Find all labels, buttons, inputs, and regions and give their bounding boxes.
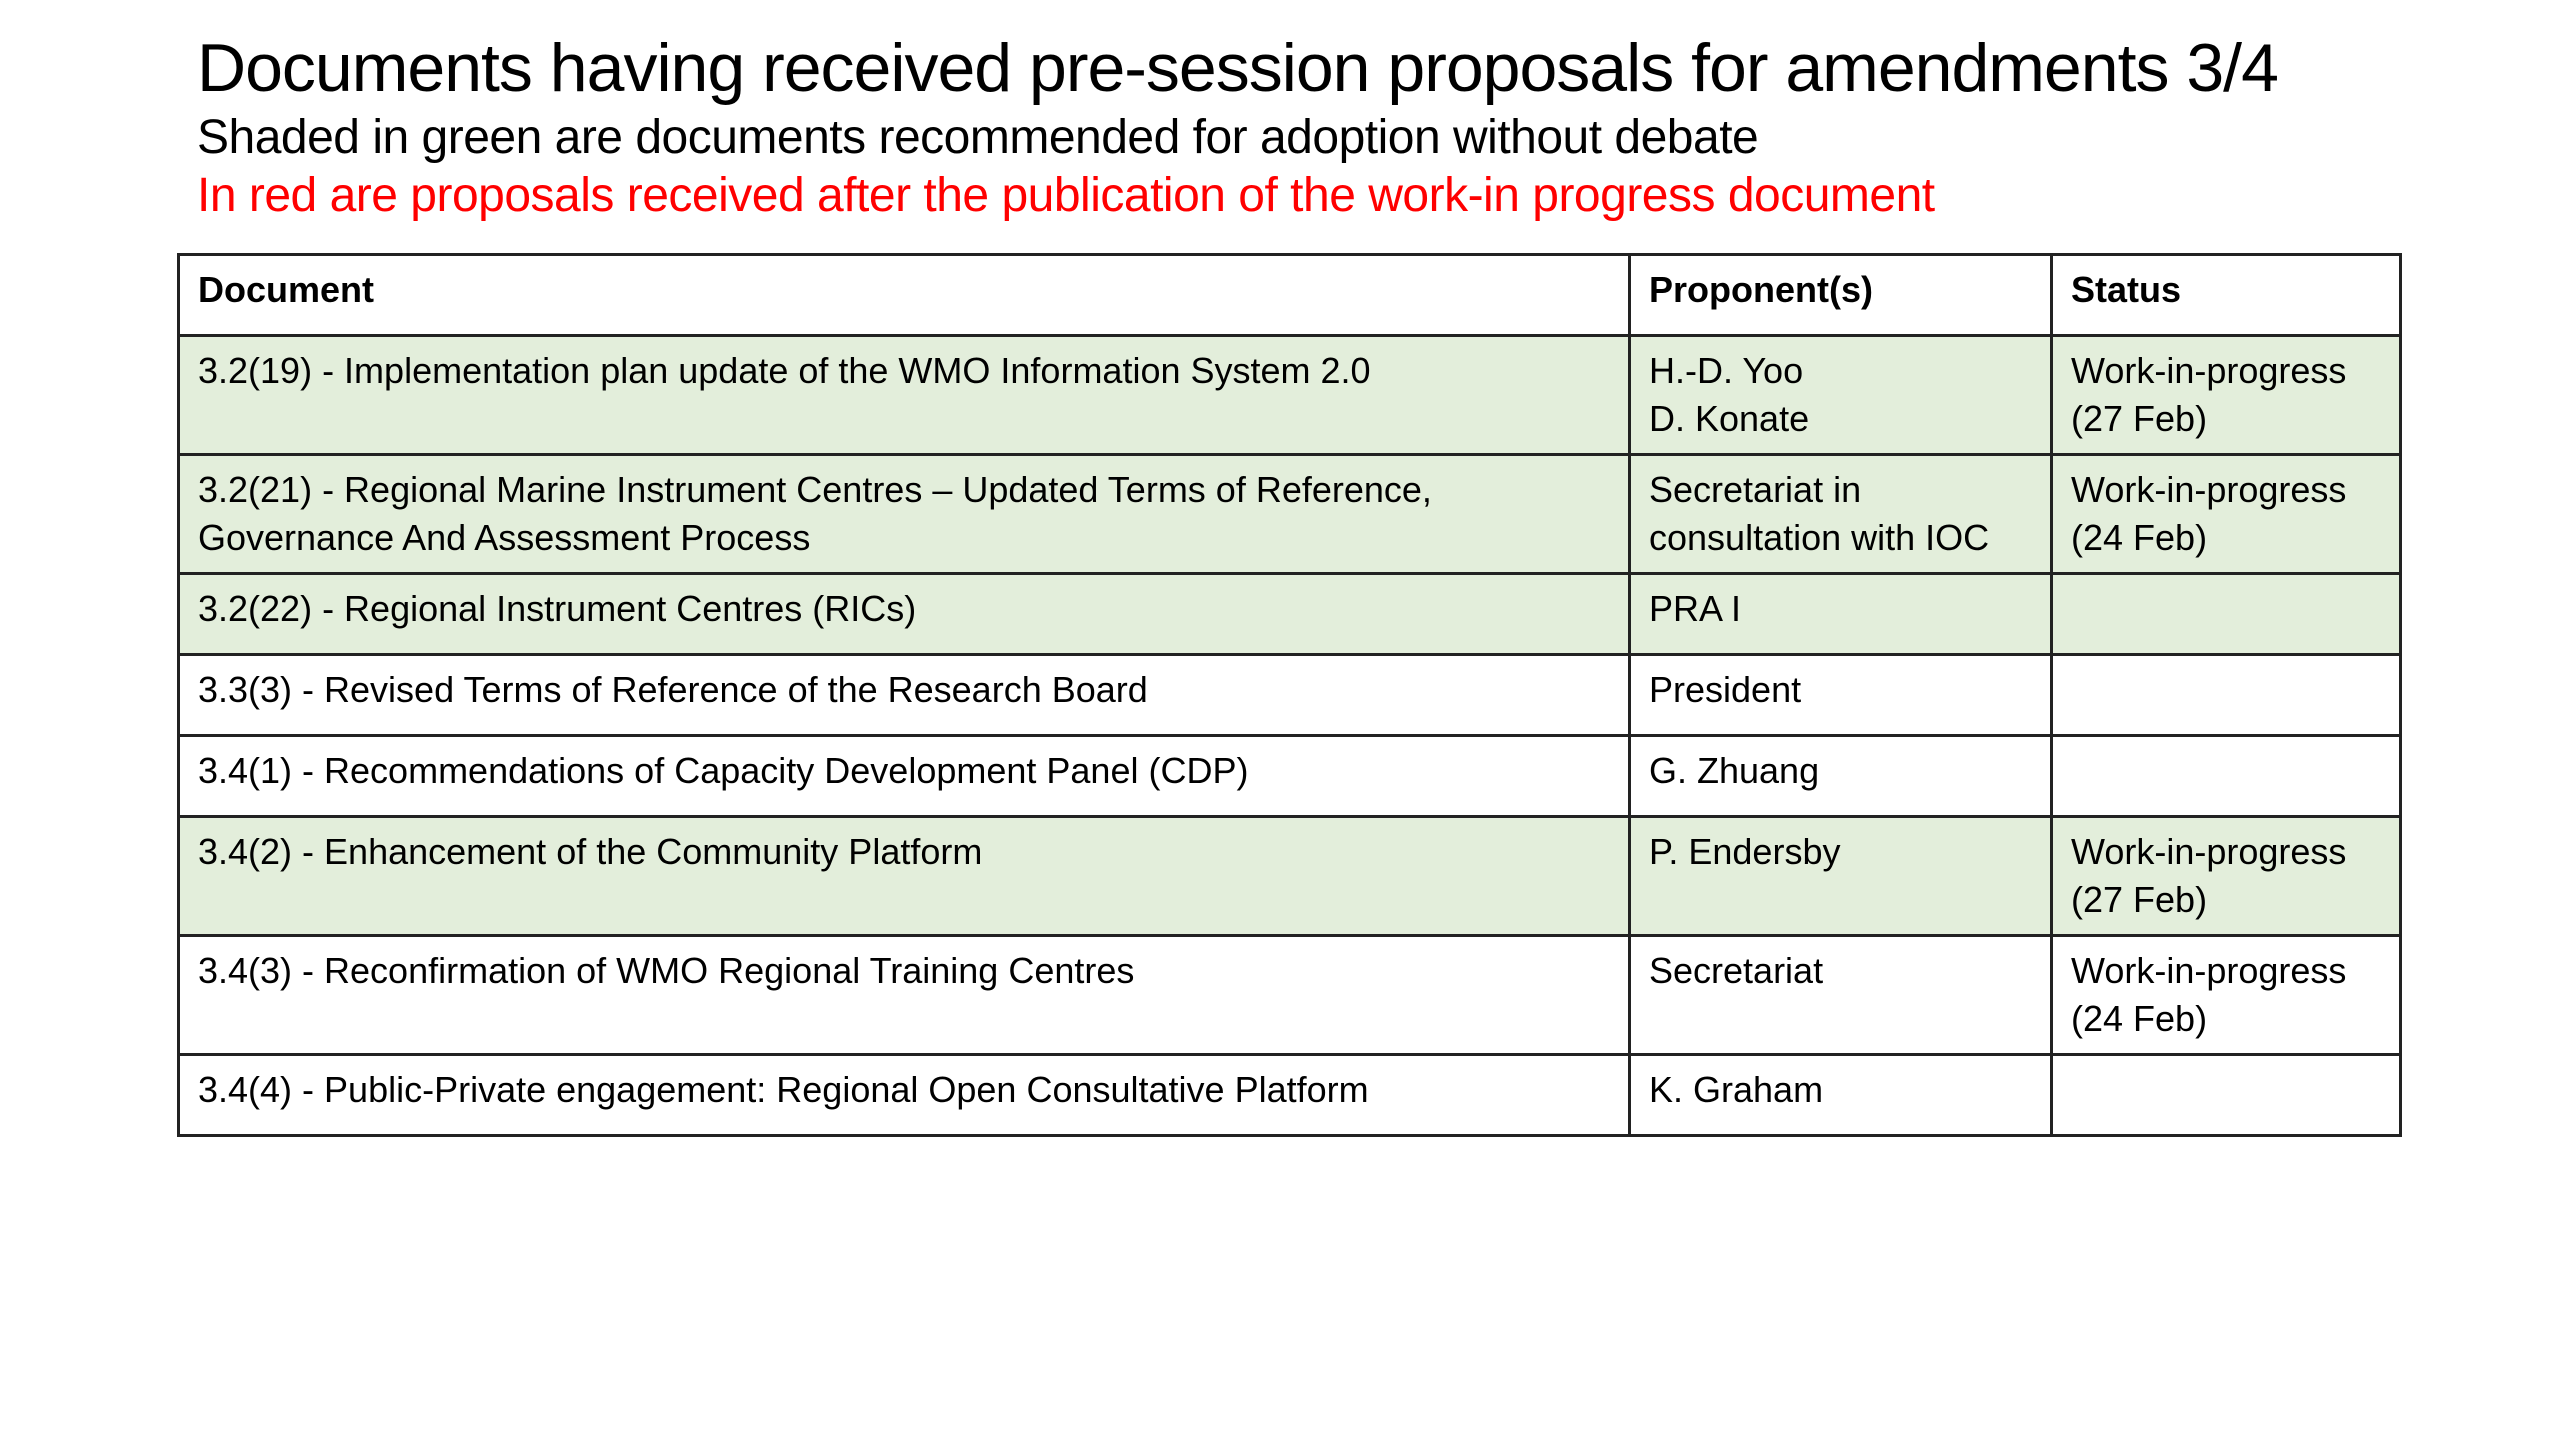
proponent-text-line: PRA I [1649, 588, 1742, 629]
slide-title: Documents having received pre-session proposals for amendments 3/4 [197, 30, 2278, 106]
cell-status [2052, 936, 2401, 1055]
document-text-line: 3.2(21) - Regional Marine Instrument Centres – Updated Terms of Reference, [198, 469, 1432, 510]
header-status: Status [2052, 255, 2401, 336]
table-row [179, 817, 2401, 936]
document-text-line: 3.4(1) - Recommendations of Capacity Development Panel (CDP) [198, 750, 1249, 791]
cell-document [179, 817, 1630, 936]
cell-status [2052, 655, 2401, 736]
status-text-line: Work-in-progress [2071, 350, 2347, 391]
status-text-line: (24 Feb) [2071, 517, 2208, 558]
status-text-line: (24 Feb) [2071, 998, 2208, 1039]
slide-subtitle-red: In red are proposals received after the publication of the work-in progress document [197, 169, 1935, 222]
document-text-line: 3.2(22) - Regional Instrument Centres (RICs) [198, 588, 917, 629]
proponent-text-line: H.-D. Yoo [1649, 350, 1804, 391]
document-text-line: 3.4(4) - Public-Private engagement: Regional Open Consultative Platform [198, 1069, 1369, 1110]
cell-status [2052, 736, 2401, 817]
table-body [179, 336, 2401, 1136]
status-text-line: (27 Feb) [2071, 879, 2208, 920]
status-text-line: Work-in-progress [2071, 831, 2347, 872]
cell-proponent [1630, 455, 2052, 574]
slide-subtitle: Shaded in green are documents recommended for adoption without debate [197, 111, 1759, 164]
table-row [179, 574, 2401, 655]
cell-status [2052, 455, 2401, 574]
proponent-text-line: President [1649, 669, 1802, 710]
cell-status [2052, 336, 2401, 455]
cell-document [179, 336, 1630, 455]
table-row [179, 936, 2401, 1055]
status-text-line: Work-in-progress [2071, 950, 2347, 991]
cell-proponent [1630, 336, 2052, 455]
cell-document [179, 455, 1630, 574]
header-proponent: Proponent(s) [1630, 255, 2052, 336]
header-document: Document [179, 255, 1630, 336]
proponent-text-line: P. Endersby [1649, 831, 1841, 872]
table-row [179, 336, 2401, 455]
proponent-text-line: consultation with IOC [1649, 517, 1990, 558]
cell-document [179, 574, 1630, 655]
cell-document [179, 1055, 1630, 1136]
cell-document [179, 936, 1630, 1055]
cell-proponent [1630, 574, 2052, 655]
cell-status [2052, 1055, 2401, 1136]
table-row [179, 655, 2401, 736]
status-text-line: (27 Feb) [2071, 398, 2208, 439]
proponent-text-line: Secretariat [1649, 950, 1824, 991]
status-text-line: Work-in-progress [2071, 469, 2347, 510]
cell-proponent [1630, 655, 2052, 736]
document-text-line: 3.4(3) - Reconfirmation of WMO Regional Training Centres [198, 950, 1135, 991]
table-header-row [179, 255, 2401, 336]
cell-status [2052, 817, 2401, 936]
proposals-table [177, 253, 2402, 1137]
cell-proponent [1630, 736, 2052, 817]
document-text-line: 3.4(2) - Enhancement of the Community Platform [198, 831, 983, 872]
document-text-line: 3.3(3) - Revised Terms of Reference of the Research Board [198, 669, 1148, 710]
cell-proponent [1630, 1055, 2052, 1136]
proponent-text-line: G. Zhuang [1649, 750, 1820, 791]
cell-document [179, 736, 1630, 817]
proponent-text-line: Secretariat in [1649, 469, 1862, 510]
cell-status [2052, 574, 2401, 655]
document-text-line: Governance And Assessment Process [198, 517, 811, 558]
table-row [179, 736, 2401, 817]
cell-document [179, 655, 1630, 736]
cell-proponent [1630, 936, 2052, 1055]
cell-proponent [1630, 817, 2052, 936]
table-row [179, 455, 2401, 574]
proponent-text-line: K. Graham [1649, 1069, 1824, 1110]
proponent-text-line: D. Konate [1649, 398, 1810, 439]
table-row [179, 1055, 2401, 1136]
document-text-line: 3.2(19) - Implementation plan update of the WMO Information System 2.0 [198, 350, 1371, 391]
